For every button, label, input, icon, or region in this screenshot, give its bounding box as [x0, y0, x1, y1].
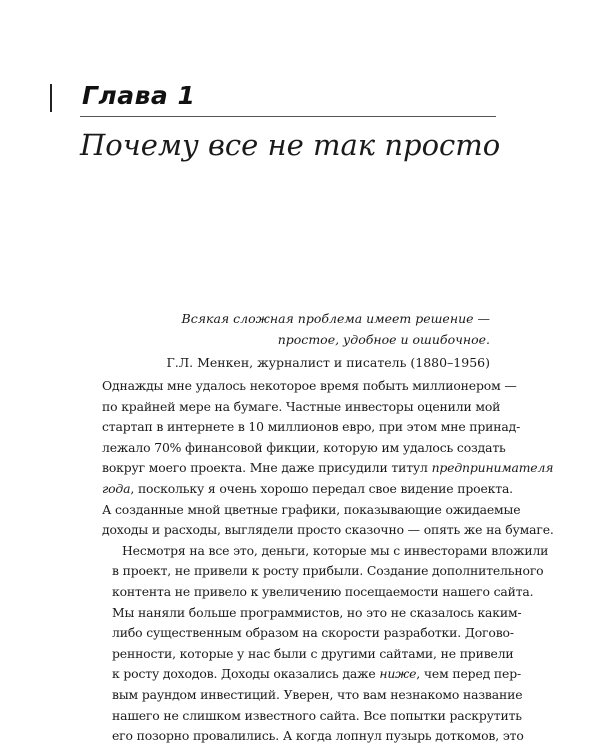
emphasis-text: года	[102, 480, 131, 496]
epigraph-attribution: Г.Л. Менкен, журналист и писатель (1880–1956)	[166, 355, 490, 370]
body-text	[102, 376, 554, 747]
emphasis-text: ниже	[379, 666, 417, 682]
paragraph-1	[102, 376, 554, 541]
text-fragment: вокруг моего проекта. Мне даже присудили титул	[102, 460, 432, 476]
text-line: его позорно провалились. А когда лопнул пузырь доткомов, это	[112, 728, 524, 744]
text-fragment: , поскольку я очень хорошо передал свое видение проекта.	[130, 480, 513, 496]
text-line: Мы наняли больше программистов, но это не сказалось каким-	[112, 604, 522, 620]
text-line: контента не привело к увеличению посещаемости нашего сайта.	[112, 583, 534, 599]
chapter-divider	[80, 116, 496, 117]
text-line: Несмотря на все это, деньги, которые мы с инвесторами вложили	[122, 542, 549, 558]
epigraph-quote-line-2: простое, удобное и ошибочное.	[277, 332, 490, 347]
text-line: лежало 70% финансовой фикции, которую им удалось создать	[102, 439, 506, 455]
chapter-title: Почему все не так просто	[80, 128, 501, 162]
text-fragment: , чем перед пер-	[416, 666, 522, 682]
text-line: ренности, которые у нас были с другими сайтами, не привели	[112, 645, 514, 661]
text-line: стартап в интернете в 10 миллионов евро, при этом мне принад-	[102, 419, 521, 435]
text-line	[102, 458, 554, 479]
text-line: либо существенным образом на скорости разработки. Догово-	[112, 625, 514, 641]
text-line: доходы и расходы, выглядели просто сказочно — опять же на бумаге.	[102, 522, 554, 538]
text-line	[102, 479, 513, 500]
text-line: нашего не слишком известного сайта. Все попытки раскрутить	[112, 707, 522, 723]
emphasis-text: предпринимателя	[431, 460, 554, 476]
text-line: по крайней мере на бумаге. Частные инвесторы оценили мой	[102, 398, 501, 414]
text-line: в проект, не привели к росту прибыли. Создание дополнительного	[112, 563, 544, 579]
text-line: вым раундом инвестиций. Уверен, что вам незнакомо название	[112, 686, 523, 702]
text-line	[102, 664, 522, 685]
text-line: А созданные мной цветные графики, показывающие ожидаемые	[102, 501, 521, 517]
epigraph	[160, 308, 490, 373]
text-line: Однажды мне удалось некоторое время побыть миллионером —	[102, 378, 517, 393]
paragraph-2	[102, 541, 549, 747]
page-edge-mark	[50, 84, 52, 112]
text-fragment: к росту доходов. Доходы оказались даже	[112, 666, 380, 682]
chapter-label: Глава 1	[82, 81, 196, 110]
epigraph-quote-line-1: Всякая сложная проблема имеет решение —	[181, 311, 490, 326]
